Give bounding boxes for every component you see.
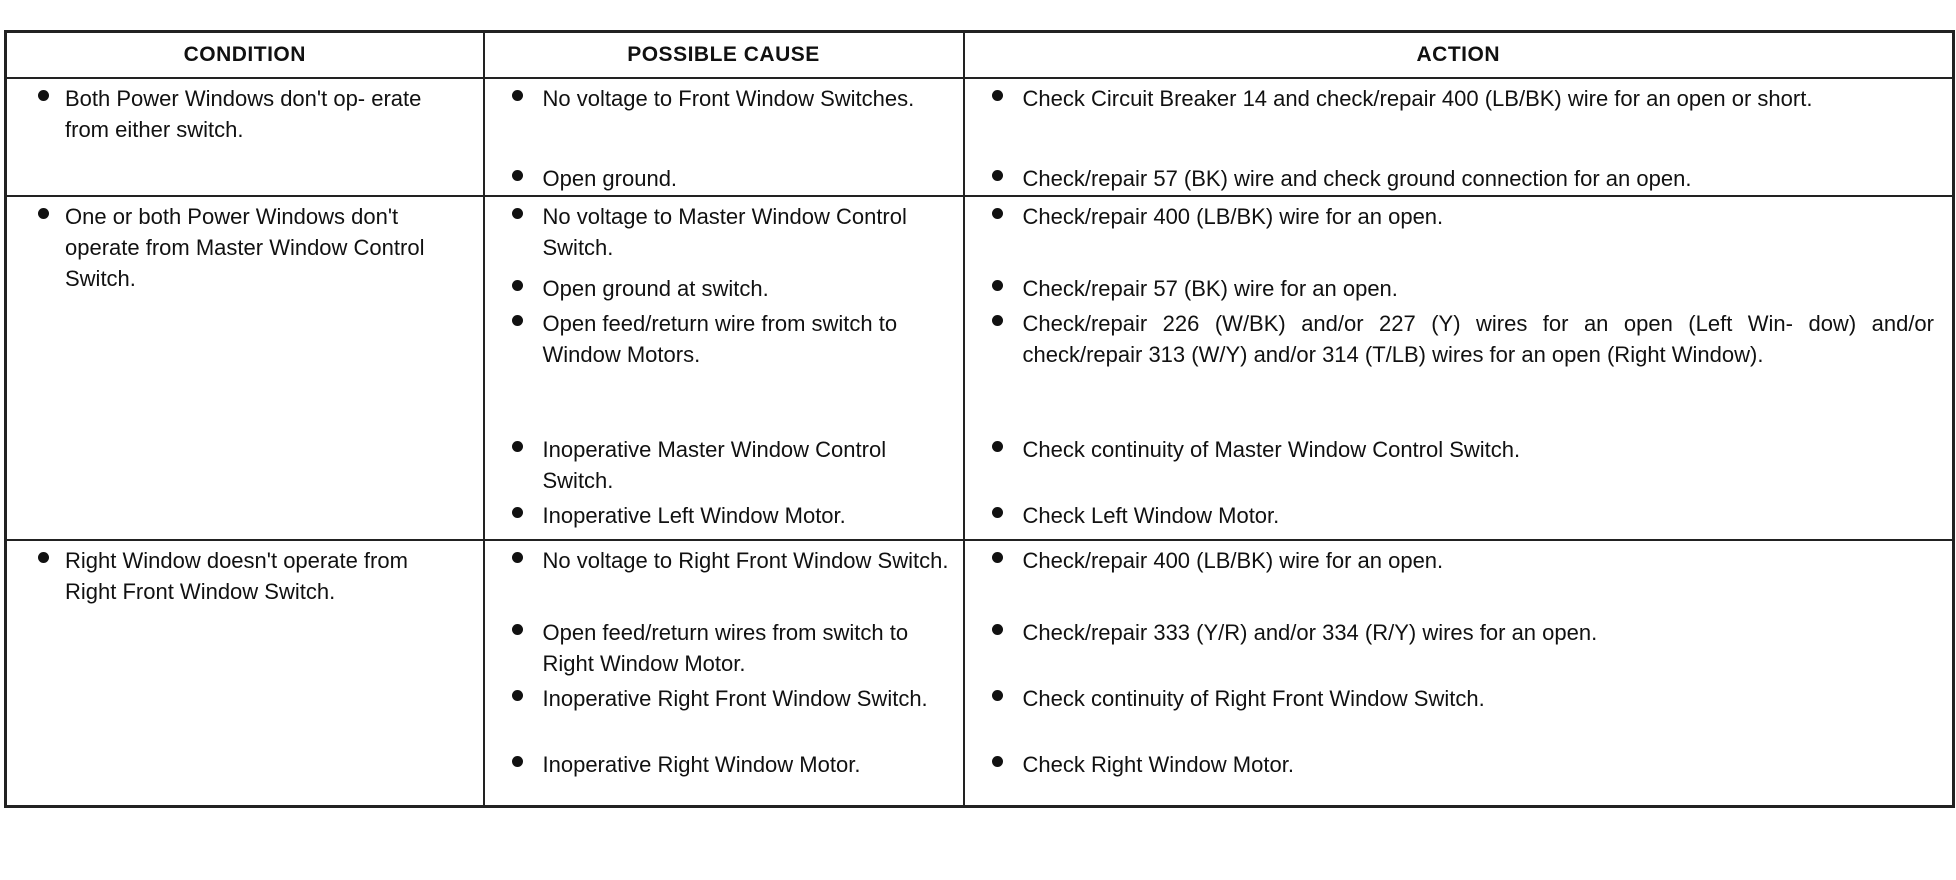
possible-cause-cell bbox=[484, 496, 964, 540]
action-text: Check continuity of Master Window Control Switch. bbox=[1022, 437, 1521, 462]
bullet-icon bbox=[512, 441, 523, 452]
possible-cause-cell bbox=[484, 745, 964, 806]
bullet-icon bbox=[38, 208, 49, 219]
action-item bbox=[965, 430, 1953, 465]
condition-text: Right Window doesn't operate from Right Front Window Switch. bbox=[65, 548, 408, 604]
bullet-icon bbox=[512, 90, 523, 101]
header-condition: CONDITION bbox=[6, 32, 484, 79]
action-cell bbox=[964, 269, 1954, 304]
possible-cause-cell bbox=[484, 159, 964, 196]
bullet-icon bbox=[38, 552, 49, 563]
action-cell bbox=[964, 496, 1954, 540]
cause-item bbox=[485, 79, 963, 114]
cause-text: Open feed/return wires from switch to Right Window Motor. bbox=[542, 620, 909, 676]
cause-text: No voltage to Front Window Switches. bbox=[542, 86, 915, 111]
bullet-icon bbox=[992, 441, 1003, 452]
bullet-icon bbox=[512, 170, 523, 181]
cause-text: No voltage to Master Window Control Switch. bbox=[542, 204, 907, 260]
cause-item bbox=[485, 541, 963, 576]
action-item bbox=[965, 745, 1953, 780]
possible-cause-cell bbox=[484, 196, 964, 269]
cause-text: Inoperative Left Window Motor. bbox=[542, 503, 846, 528]
cause-text: No voltage to Right Front Window Switch. bbox=[542, 548, 949, 573]
table-row bbox=[6, 78, 1954, 159]
cause-item bbox=[485, 159, 963, 194]
possible-cause-cell bbox=[484, 430, 964, 496]
action-cell bbox=[964, 679, 1954, 745]
condition-text: One or both Power Windows don't operate from Master Window Control Switch. bbox=[65, 204, 425, 291]
action-cell bbox=[964, 430, 1954, 496]
cause-text: Open ground at switch. bbox=[542, 276, 769, 301]
bullet-icon bbox=[992, 690, 1003, 701]
action-cell bbox=[964, 745, 1954, 806]
possible-cause-cell bbox=[484, 540, 964, 613]
bullet-icon bbox=[512, 690, 523, 701]
cause-item bbox=[485, 269, 963, 304]
possible-cause-cell bbox=[484, 269, 964, 304]
action-text: Check Left Window Motor. bbox=[1022, 503, 1280, 528]
table-header bbox=[6, 32, 1954, 79]
action-item bbox=[965, 304, 1953, 370]
action-text: Check continuity of Right Front Window Switch. bbox=[1022, 686, 1485, 711]
bullet-icon bbox=[512, 624, 523, 635]
condition-cell bbox=[6, 540, 484, 806]
cause-item bbox=[485, 613, 963, 679]
action-cell bbox=[964, 540, 1954, 613]
action-item bbox=[965, 496, 1953, 531]
action-cell bbox=[964, 78, 1954, 159]
table-row bbox=[6, 196, 1954, 269]
condition-item bbox=[7, 541, 483, 607]
action-item bbox=[965, 613, 1953, 648]
possible-cause-cell bbox=[484, 679, 964, 745]
condition-group bbox=[6, 196, 1954, 540]
cause-item bbox=[485, 430, 963, 496]
diagnosis-table bbox=[4, 30, 1955, 808]
action-item bbox=[965, 197, 1953, 232]
action-cell bbox=[964, 196, 1954, 269]
bullet-icon bbox=[992, 552, 1003, 563]
bullet-icon bbox=[512, 280, 523, 291]
header-row bbox=[6, 32, 1954, 79]
header-action: ACTION bbox=[964, 32, 1954, 79]
header-possible-cause: POSSIBLE CAUSE bbox=[484, 32, 964, 79]
bullet-icon bbox=[992, 90, 1003, 101]
cause-item bbox=[485, 197, 963, 263]
action-text: Check/repair 400 (LB/BK) wire for an open. bbox=[1022, 204, 1444, 229]
action-item bbox=[965, 541, 1953, 576]
bullet-icon bbox=[512, 208, 523, 219]
action-item bbox=[965, 269, 1953, 304]
bullet-icon bbox=[992, 208, 1003, 219]
possible-cause-cell bbox=[484, 304, 964, 430]
action-cell bbox=[964, 304, 1954, 430]
bullet-icon bbox=[992, 507, 1003, 518]
action-item bbox=[965, 159, 1953, 194]
bullet-icon bbox=[992, 170, 1003, 181]
action-cell bbox=[964, 613, 1954, 679]
possible-cause-cell bbox=[484, 613, 964, 679]
table-row bbox=[6, 540, 1954, 613]
action-text: Check Circuit Breaker 14 and check/repair 400 (LB/BK) wire for an open or short. bbox=[1022, 86, 1813, 111]
cause-text: Inoperative Right Front Window Switch. bbox=[542, 686, 928, 711]
bullet-icon bbox=[992, 624, 1003, 635]
condition-cell bbox=[6, 196, 484, 540]
bullet-icon bbox=[512, 552, 523, 563]
cause-text: Inoperative Right Window Motor. bbox=[542, 752, 861, 777]
action-item bbox=[965, 679, 1953, 714]
bullet-icon bbox=[992, 315, 1003, 326]
action-text: Check Right Window Motor. bbox=[1022, 752, 1294, 777]
cause-item bbox=[485, 745, 963, 780]
condition-group bbox=[6, 540, 1954, 806]
bullet-icon bbox=[512, 315, 523, 326]
condition-cell bbox=[6, 78, 484, 196]
condition-item bbox=[7, 79, 483, 145]
action-text: Check/repair 226 (W/BK) and/or 227 (Y) wires for an open (Left Win- dow) and/or check/repair 313 (W/Y) and/or 314 (T/LB) wires for an open (Right Window). bbox=[1022, 311, 1934, 367]
condition-item bbox=[7, 197, 483, 294]
cause-text: Inoperative Master Window Control Switch. bbox=[542, 437, 887, 493]
cause-text: Open ground. bbox=[542, 166, 678, 191]
action-text: Check/repair 57 (BK) wire for an open. bbox=[1022, 276, 1398, 301]
action-text: Check/repair 333 (Y/R) and/or 334 (R/Y) wires for an open. bbox=[1022, 620, 1598, 645]
action-cell bbox=[964, 159, 1954, 196]
bullet-icon bbox=[992, 756, 1003, 767]
action-text: Check/repair 400 (LB/BK) wire for an open. bbox=[1022, 548, 1444, 573]
cause-item bbox=[485, 496, 963, 531]
cause-text: Open feed/return wire from switch to Window Motors. bbox=[542, 311, 898, 367]
bullet-icon bbox=[992, 280, 1003, 291]
bullet-icon bbox=[512, 507, 523, 518]
possible-cause-cell bbox=[484, 78, 964, 159]
condition-group bbox=[6, 78, 1954, 196]
cause-item bbox=[485, 304, 963, 370]
bullet-icon bbox=[38, 90, 49, 101]
action-text: Check/repair 57 (BK) wire and check ground connection for an open. bbox=[1022, 166, 1692, 191]
action-item bbox=[965, 79, 1953, 114]
condition-text: Both Power Windows don't op- erate from either switch. bbox=[65, 86, 422, 142]
bullet-icon bbox=[512, 756, 523, 767]
cause-item bbox=[485, 679, 963, 714]
